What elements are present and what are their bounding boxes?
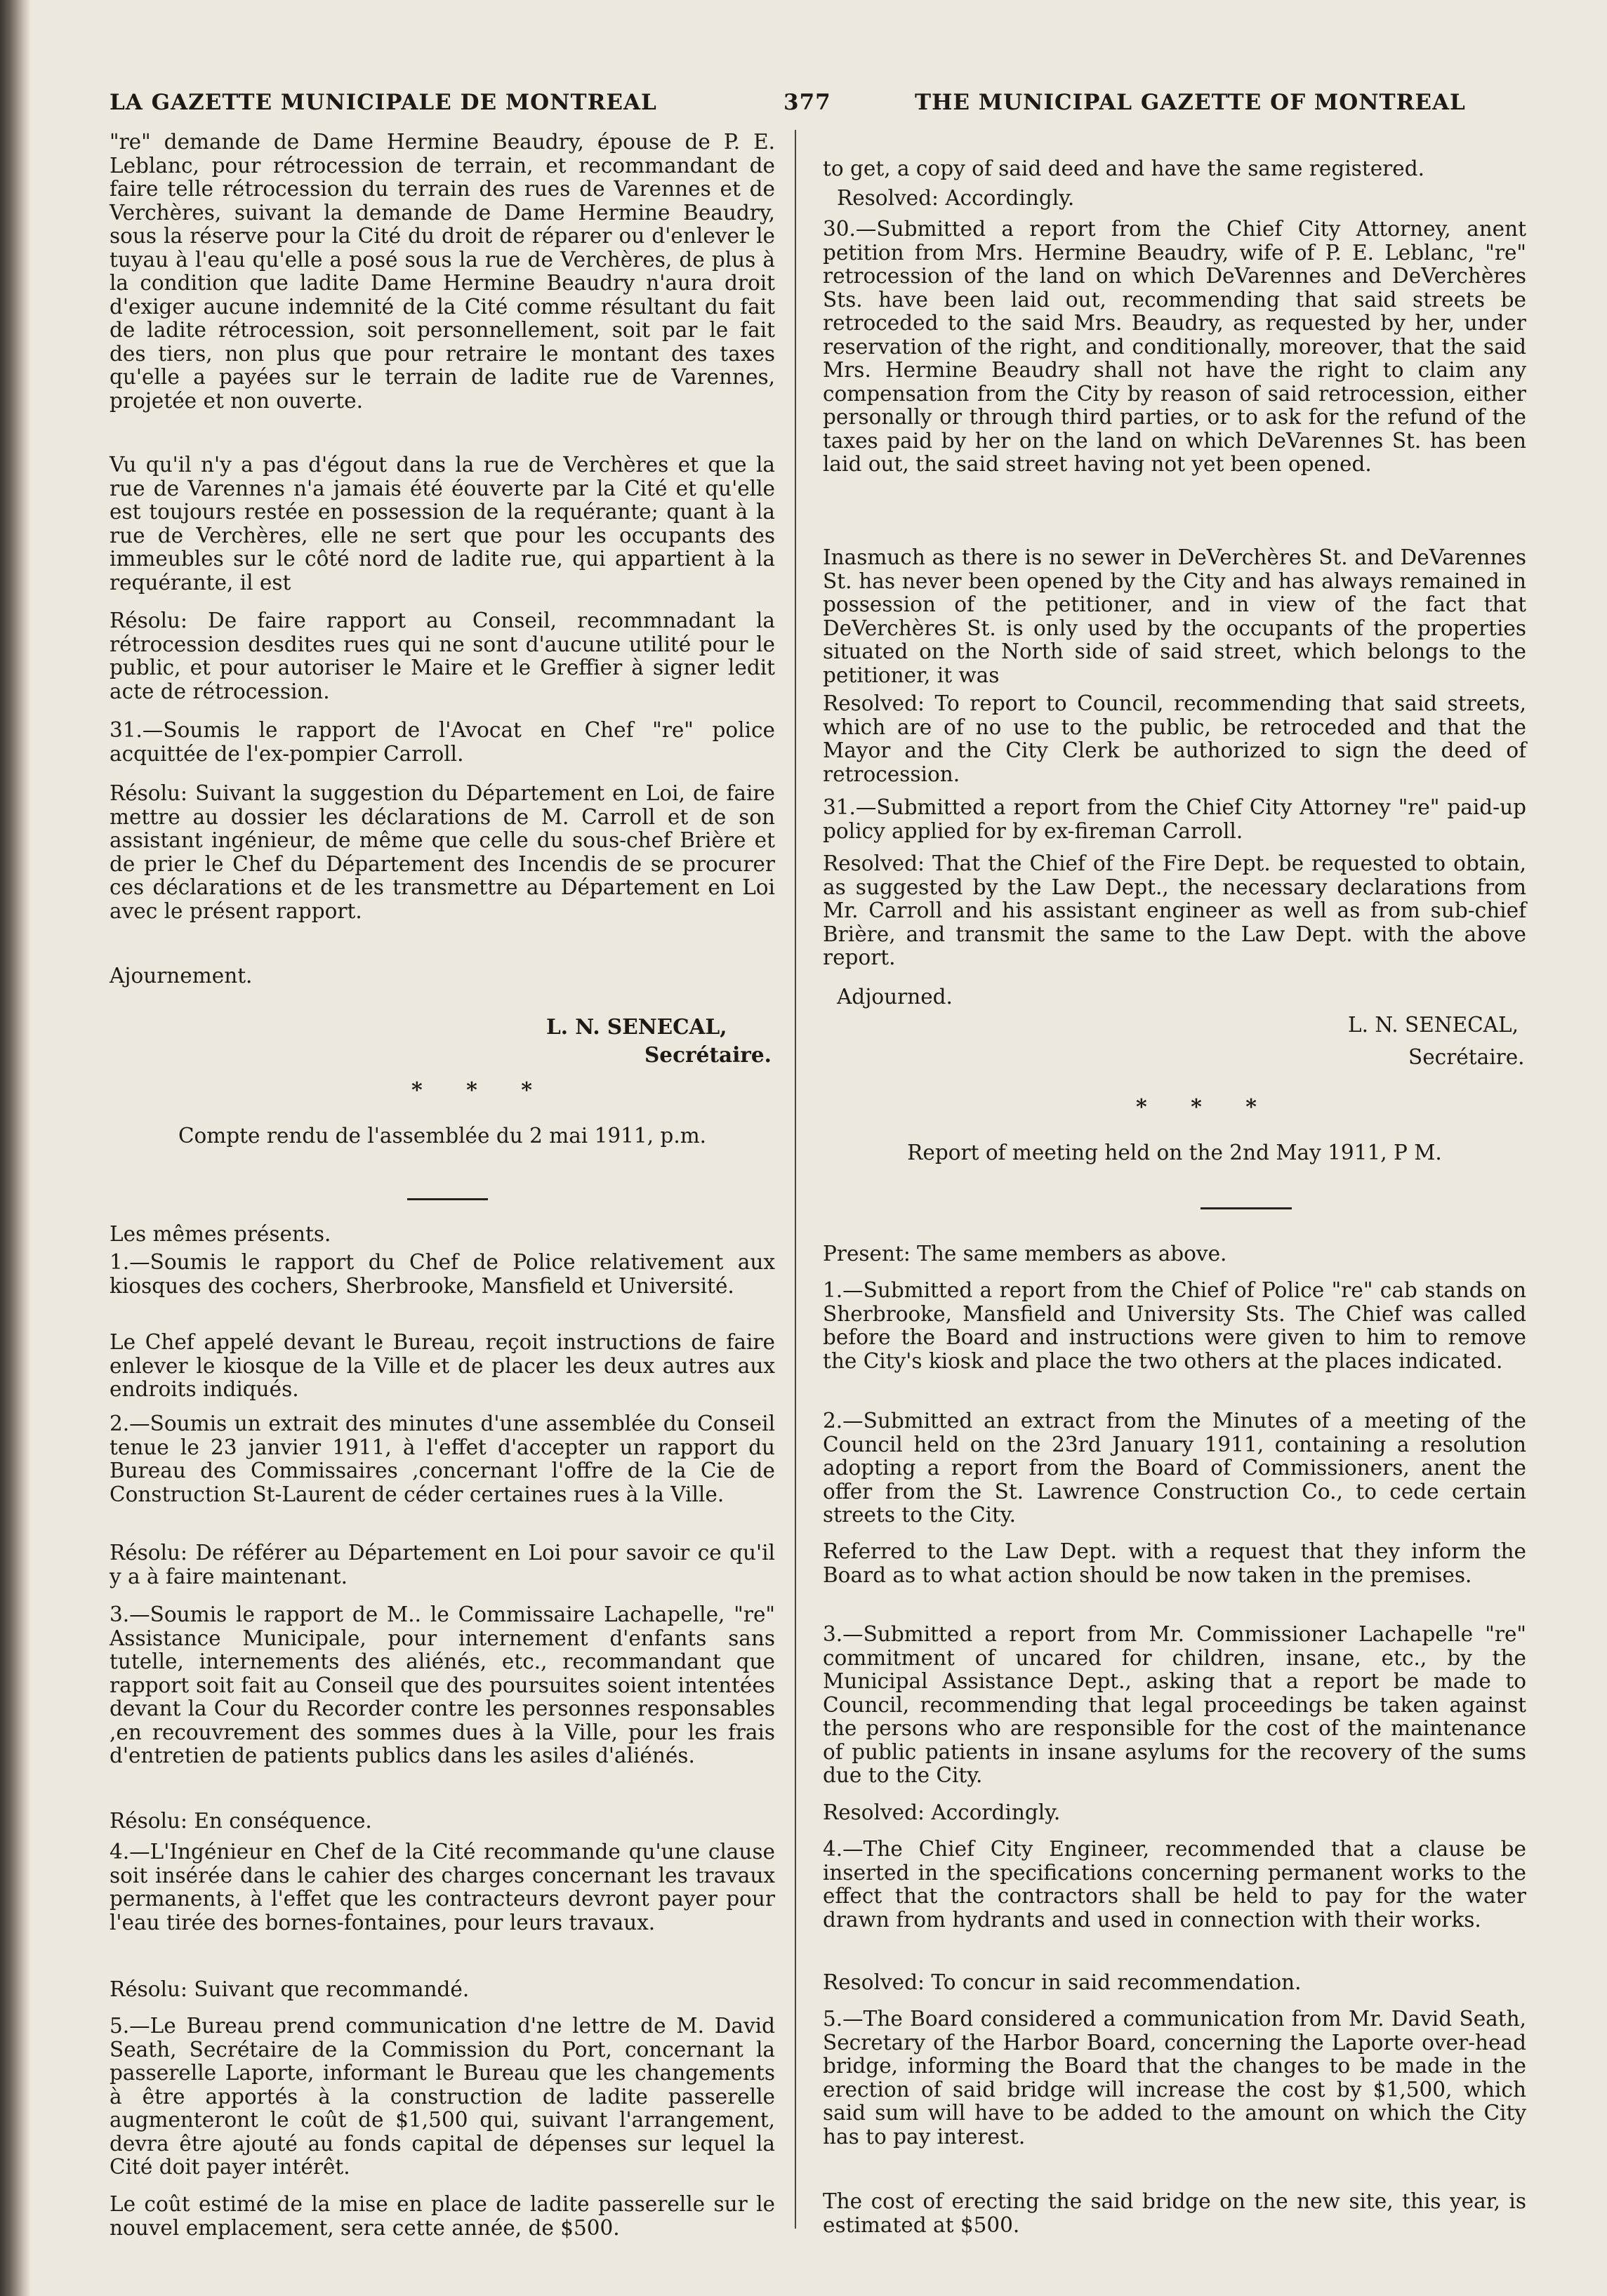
- paragraph: Resolved: That the Chief of the Fire Dept. be requested to obtain, as suggested by the Law Dept., the necessary declarations from Mr. Carroll and his assistant engineer as well as from sub-chief Brière, and transmit the same to the Law Dept. with the above report.: [823, 851, 1526, 969]
- section-separator: * * *: [411, 1078, 550, 1103]
- paragraph: 1.—Submitted a report from the Chief of Police "re" cab stands on Sherbrooke, Mansfield and University Sts. The Chief was called before the Board and instructions were given to him to remove the City's kiosk and place the two others at the places indicated.: [823, 1278, 1526, 1373]
- paragraph: Résolu: Suivant que recommandé.: [110, 1977, 470, 2001]
- paragraph: "re" demande de Dame Hermine Beaudry, épouse de P. E. Leblanc, pour rétrocession de terrain, et recommandant de faire telle rétrocession du terrain des rues de Varennes et de Verchères, suivant la demande de Dame Hermine Beaudry, sous la réserve pour la Cité du droit de réparer ou d'enlever le tuyau à l'eau qu'elle a posé sous la rue de Verchères, de plus à la condition que ladite Dame Hermine Beaudry n'aura droit d'exiger aucune indemnité de la Cité comme résultant du fait de ladite rétrocession, soit personnellement, soit par le fait des tiers, non plus que pour retraire le montant des taxes qu'elle a payées sur le terrain de ladite rue de Varennes, projetée et non ouverte.: [110, 130, 775, 413]
- header-title-french: LA GAZETTE MUNICIPALE DE MONTREAL: [110, 90, 657, 115]
- paragraph: 31.—Submitted a report from the Chief City Attorney "re" paid-up policy applied for by ex-fireman Carroll.: [823, 795, 1526, 843]
- section-separator: * * *: [1136, 1095, 1275, 1120]
- gazette-page: [77, 0, 1530, 2296]
- paragraph: Inasmuch as there is no sewer in DeVerchères St. and DeVarennes St. has never been opened by the City and has always remained in possession of the petitioner, and in view of the fact that DeVerchères St. is only used by the occupants of the properties situated on the North side of said street, which belongs to the petitioner, it was: [823, 545, 1526, 687]
- paragraph: Résolu: De référer au Département en Loi pour savoir ce qu'il y a à faire maintenant.: [110, 1541, 775, 1588]
- paragraph: 31.—Soumis le rapport de l'Avocat en Chef "re" police acquittée de l'ex-pompier Carroll.: [110, 718, 775, 766]
- paragraph: Le coût estimé de la mise en place de ladite passerelle sur le nouvel emplacement, sera cette année, de $500.: [110, 2192, 775, 2240]
- adjournment: Ajournement.: [110, 964, 253, 988]
- page-header: [77, 83, 1530, 122]
- horizontal-rule: [407, 1198, 488, 1200]
- paragraph: Resolved: Accordingly.: [823, 1800, 1061, 1824]
- paragraph: Resolved: To report to Council, recommending that said streets, which are of no use to the public, be retroceded and that the Mayor and the City Clerk be authorized to sign the deed of retrocession.: [823, 691, 1526, 786]
- paragraph: Résolu: De faire rapport au Conseil, recommnadant la rétrocession desdites rues qui ne sont d'aucune utilité pour le public, et pour autoriser le Maire et le Greffier à signer ledit acte de rétrocession.: [110, 609, 775, 703]
- paragraph: 4.—The Chief City Engineer, recommended that a clause be inserted in the specifications concerning permanent works to the effect that the contractors shall be held to pay for the water drawn from hydrants and used in connection with their works.: [823, 1837, 1526, 1932]
- column-divider: [795, 130, 796, 2229]
- paragraph: Resolved: To concur in said recommendation.: [823, 1970, 1302, 1994]
- paragraph: 30.—Submitted a report from the Chief City Attorney, anent petition from Mrs. Hermine Beaudry, wife of P. E. Leblanc, "re" retrocession of the land on which DeVarennes and DeVerchères Sts. have been laid out, recommending that said streets be retroceded to the said Mrs. Beaudry, as requested by her, under reservation of the right, and conditionally, moreover, that the said Mrs. Hermine Beaudry shall not have the right to claim any compensation from the City by reason of said retrocession, either personally or through third parties, or to ask for the refund of the taxes paid by her on the land on which DeVarennes St. has been laid out, the said street having not yet been opened.: [823, 217, 1526, 476]
- paragraph: 3.—Soumis le rapport de M.. le Commissaire Lachapelle, "re" Assistance Municipale, pour internement d'enfants sans tutelle, internements des aliénés, etc., recommandant que rapport soit fait au Conseil que des poursuites soient intentées devant la Cour du Recorder contre les personnes responsables ,en recouvrement des sommes dues à la Ville, pour les frais d'entretien de patients publics dans les asiles d'aliénés.: [110, 1602, 775, 1767]
- paragraph: The cost of erecting the said bridge on the new site, this year, is estimated at $500.: [823, 2189, 1526, 2237]
- paragraph: Vu qu'il n'y a pas d'égout dans la rue de Verchères et que la rue de Varennes n'a jamais été éouverte par la Cité et qu'elle est toujours restée en possession de la requérante; quant à la rue de Verchères, elle ne sert que pour les occupants des immeubles sur le côté nord de ladite rue, qui appartient à la requérante, il est: [110, 453, 775, 595]
- paragraph: 3.—Submitted a report from Mr. Commissioner Lachapelle "re" commitment of uncared for children, insane, etc., by the Municipal Assistance Dept., asking that a report be made to Council, recommending that legal proceedings be taken against the persons who are responsible for the cost of the maintenance of public patients in insane asylums for the recovery of the sums due to the City.: [823, 1622, 1526, 1787]
- paragraph: Le Chef appelé devant le Bureau, reçoit instructions de faire enlever le kiosque de la Ville et de placer les deux autres aux endroits indiqués.: [110, 1330, 775, 1401]
- paragraph: 2.—Submitted an extract from the Minutes of a meeting of the Council held on the 23rd January 1911, containing a resolution adopting a report from the Board of Commissioners, anent the offer from the St. Lawrence Construction Co., to cede certain streets to the City.: [823, 1409, 1526, 1527]
- paragraph: 5.—Le Bureau prend communication d'ne lettre de M. David Seath, Secrétaire de la Commission du Port, concernant la passerelle Laporte, informant le Bureau que les changements à être apportés à la construction de ladite passerelle augmenteront le coût de $1,500 qui, suivant l'arrangement, devra être ajouté au fonds capital de dépenses sur lequel la Cité doit payer intérêt.: [110, 2014, 775, 2179]
- paragraph: Les mêmes présents.: [110, 1222, 331, 1246]
- header-title-english: THE MUNICIPAL GAZETTE OF MONTREAL: [915, 90, 1466, 115]
- paragraph: Résolu: En conséquence.: [110, 1809, 372, 1833]
- paragraph: Résolu: Suivant la suggestion du Département en Loi, de faire mettre au dossier les déclarations de M. Carroll et de son assistant ingénieur, de même que celle du sous-chef Brière et de prier le Chef du Département des Incendis de se procurer ces déclarations et de les transmettre au Département en Loi avec le présent rapport.: [110, 781, 775, 923]
- paragraph: to get, a copy of said deed and have the same registered.: [823, 157, 1424, 180]
- signature-title: Secrétaire.: [644, 1042, 772, 1067]
- page-number: 377: [783, 90, 831, 115]
- paragraph: 2.—Soumis un extrait des minutes d'une assemblée du Conseil tenue le 23 janvier 1911, à l'effet d'accepter un rapport du Bureau des Commissaires ,concernant l'offre de la Cie de Construction St-Laurent de céder certaines rues à la Ville.: [110, 1412, 775, 1506]
- horizontal-rule: [1201, 1207, 1292, 1209]
- paragraph: Resolved: Accordingly.: [837, 186, 1075, 210]
- book-binding-shadow: [0, 0, 31, 2296]
- meeting-heading: Compte rendu de l'assemblée du 2 mai 1911, p.m.: [178, 1124, 707, 1148]
- paragraph: 1.—Soumis le rapport du Chef de Police relativement aux kiosques des cochers, Sherbrooke, Mansfield et Université.: [110, 1250, 775, 1298]
- signature-title: Secrétaire.: [1408, 1045, 1525, 1069]
- paragraph: Referred to the Law Dept. with a request that they inform the Board as to what action should be now taken in the premises.: [823, 1539, 1526, 1587]
- paragraph: Present: The same members as above.: [823, 1242, 1227, 1266]
- adjournment: Adjourned.: [837, 985, 953, 1009]
- signature-name: L. N. SENECAL,: [1348, 1013, 1519, 1037]
- signature-name: L. N. SENECAL,: [546, 1014, 727, 1039]
- paragraph: 4.—L'Ingénieur en Chef de la Cité recommande qu'une clause soit insérée dans le cahier des charges concernant les travaux permanents, à l'effet que les contracteurs devront payer pour l'eau tirée des bornes-fontaines, pour leurs travaux.: [110, 1840, 775, 1935]
- paragraph: 5.—The Board considered a communication from Mr. David Seath, Secretary of the Harbor Board, concerning the Laporte over-head bridge, informing the Board that the changes to be made in the erection of said bridge will increase the cost by $1,500, which said sum will have to be added to the amount on which the City has to pay interest.: [823, 2007, 1526, 2149]
- meeting-heading: Report of meeting held on the 2nd May 1911, P M.: [907, 1141, 1442, 1164]
